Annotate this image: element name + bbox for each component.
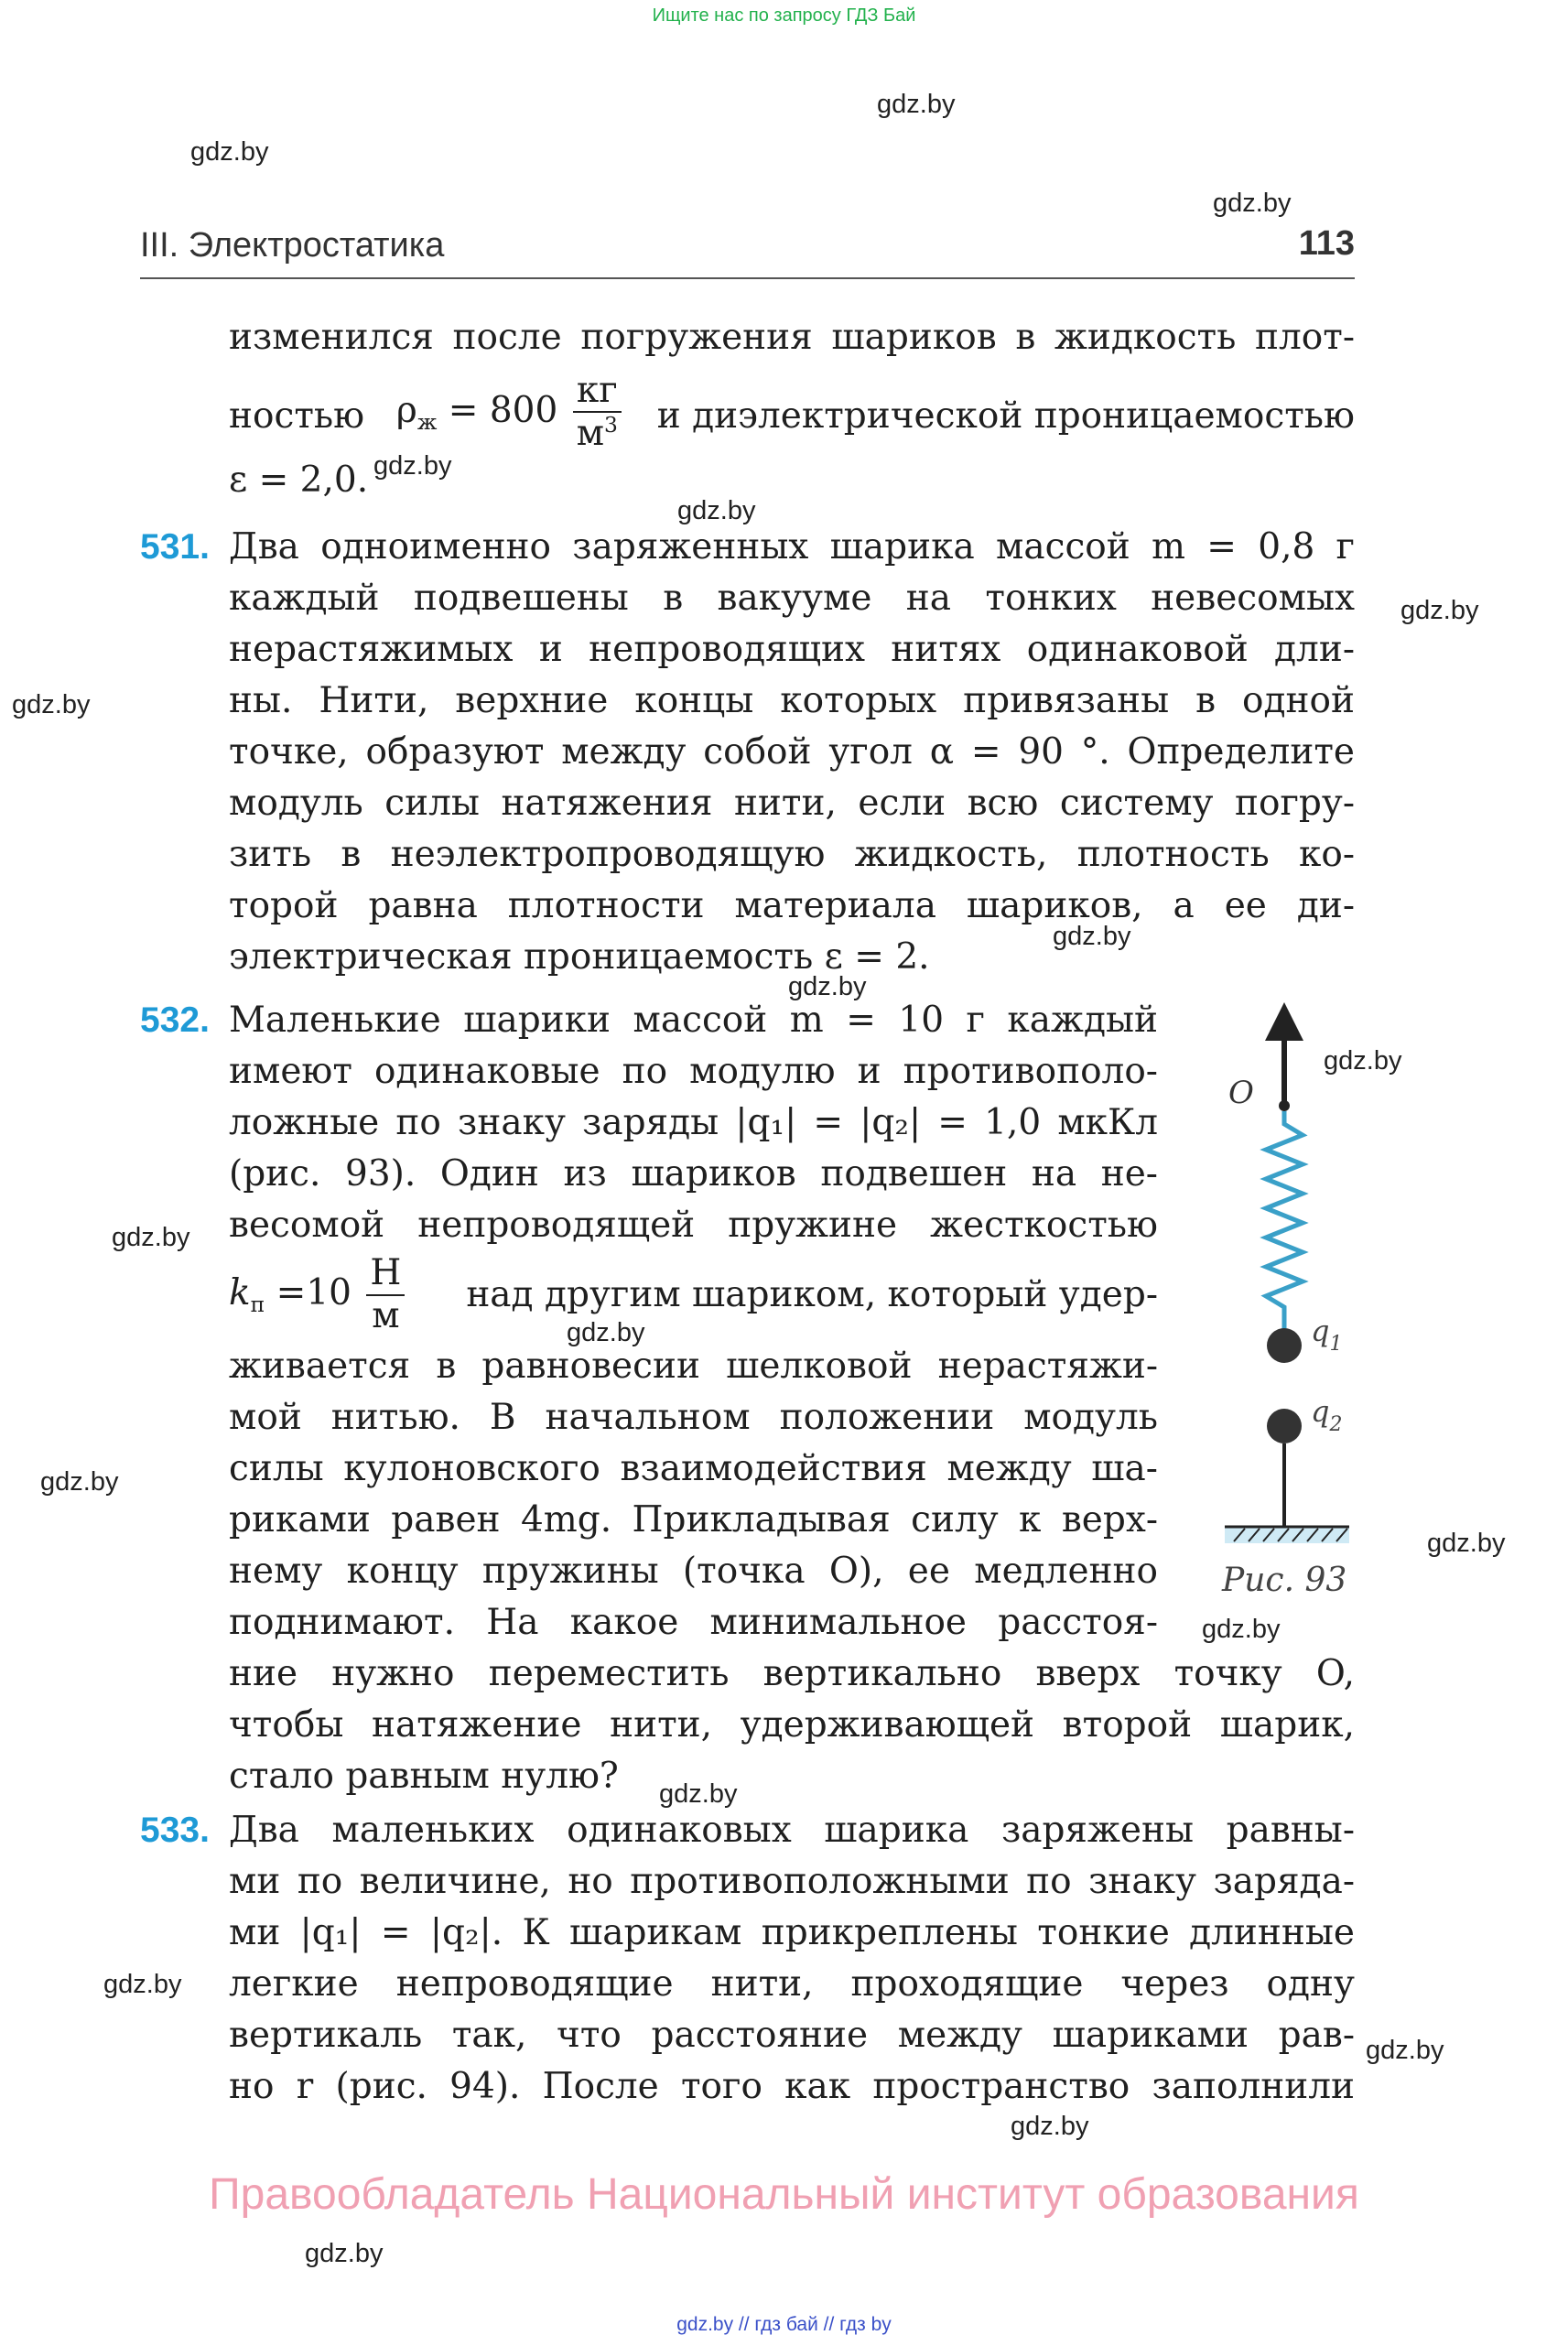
watermark: gdz.by xyxy=(1427,1529,1506,1558)
text-line: нему концу пружины (точка O), ее медленно xyxy=(229,1551,1158,1592)
text-line: ложные по знаку заряды |q₁| = |q₂| = 1,0 мкКл xyxy=(229,1102,1158,1143)
unit-denominator: м xyxy=(372,1295,400,1336)
k-symbol: k xyxy=(229,1272,251,1314)
text-line: легкие непроводящие нити, проходящие через одну xyxy=(229,1963,1355,2005)
text-line: ние нужно переместить вертикально вверх точку O, xyxy=(229,1653,1355,1694)
text-line: риками равен 4mg. Прикладывая силу к верх- xyxy=(229,1499,1158,1541)
figure-93 xyxy=(1190,998,1373,1565)
watermark: gdz.by xyxy=(1366,2036,1444,2065)
watermark: gdz.by xyxy=(112,1223,190,1252)
text-fragment: над другим шариком, который удер- xyxy=(466,1274,1158,1315)
stiffness-line xyxy=(229,1249,1158,1341)
unit-denominator: $м^3$ xyxy=(576,412,618,455)
watermark: gdz.by xyxy=(1213,189,1292,218)
rho-symbol: ρ xyxy=(395,389,417,431)
top-banner[interactable]: Ищите нас по запросу ГДЗ Бай xyxy=(652,5,916,26)
text-line: вертикаль так, что расстояние между шариками рав- xyxy=(229,2015,1355,2056)
text-fragment: и диэлектрической проницаемостью xyxy=(656,395,1355,437)
watermark: gdz.by xyxy=(1400,596,1479,625)
page-number: 113 xyxy=(1298,224,1355,263)
stiffness-unit xyxy=(366,1253,405,1337)
watermark: gdz.by xyxy=(40,1467,119,1497)
text-line: Два одноименно заряженных шарика массой m = 0,8 г xyxy=(229,526,1355,568)
text-line: торой равна плотности материала шариков, а ее ди- xyxy=(229,885,1355,926)
watermark: gdz.by xyxy=(788,972,867,1001)
point-o-label: O xyxy=(1228,1075,1254,1111)
watermark: gdz.by xyxy=(103,1970,182,1999)
q1-label: $q_1$ xyxy=(1311,1314,1343,1356)
density-line xyxy=(229,366,1355,467)
density-unit xyxy=(573,371,622,456)
figure-caption: Рис. 93 xyxy=(1222,1562,1347,1599)
text-line: ми по величине, но противоположными по знаку заряда- xyxy=(229,1861,1355,1902)
copyright-notice: Правообладатель Национальный институт образования xyxy=(209,2170,1359,2219)
ball-q2 xyxy=(1267,1409,1302,1443)
watermark: gdz.by xyxy=(659,1779,738,1809)
force-arrow-head xyxy=(1265,1002,1303,1041)
text-line: мой нитью. В начальном положении модуль xyxy=(229,1397,1158,1438)
k-subscript: п xyxy=(250,1292,265,1318)
text-line: поднимают. На какое минимальное расстоя- xyxy=(229,1602,1158,1643)
watermark: gdz.by xyxy=(190,137,269,167)
bottom-links[interactable]: gdz.by // гдз бай // гдз by xyxy=(676,2314,892,2335)
k-value: =10 xyxy=(276,1272,351,1314)
rho-value: = 800 xyxy=(448,389,558,431)
watermark: gdz.by xyxy=(677,496,756,525)
text-line: (рис. 93). Один из шариков подвешен на не- xyxy=(229,1153,1158,1195)
text-line: точке, образуют между собой угол α = 90 °. Определите xyxy=(229,731,1355,773)
text-line: изменился после погружения шариков в жидкость плот- xyxy=(229,317,1355,358)
watermark: gdz.by xyxy=(1011,2112,1089,2141)
unit-numerator: Н xyxy=(366,1253,405,1296)
watermark: gdz.by xyxy=(373,451,452,481)
text-line: живается в равновесии шелковой нерастяжи- xyxy=(229,1346,1158,1387)
text-line: чтобы натяжение нити, удерживающей второй шарик, xyxy=(229,1704,1355,1746)
text-line: зить в неэлектропроводящую жидкость, плотность ко- xyxy=(229,834,1355,875)
text-line: каждый подвешены в вакууме на тонких невесомых xyxy=(229,578,1355,619)
text-line: стало равным нулю? xyxy=(229,1756,619,1797)
text-fragment: ностью xyxy=(229,395,365,437)
text-line: Два маленьких одинаковых шарика заряжены равны- xyxy=(229,1810,1355,1851)
rho-subscript: ж xyxy=(416,409,438,436)
unit-numerator: кг xyxy=(573,371,622,414)
problem-number-531: 531. xyxy=(140,527,210,567)
q2-label: $q_2$ xyxy=(1311,1394,1343,1436)
header-divider xyxy=(140,277,1355,279)
section-title: III. Электростатика xyxy=(140,226,445,265)
text-line: ми |q₁| = |q₂|. К шарикам прикреплены тонкие длинные xyxy=(229,1912,1355,1953)
watermark: gdz.by xyxy=(877,90,956,119)
watermark: gdz.by xyxy=(1053,922,1131,951)
ball-q1 xyxy=(1267,1328,1302,1363)
stiffness-formula xyxy=(229,1253,408,1337)
watermark: gdz.by xyxy=(305,2239,384,2268)
problem-number-533: 533. xyxy=(140,1811,210,1850)
text-line: нерастяжимых и непроводящих нитях одинаковой дли- xyxy=(229,629,1355,670)
density-formula xyxy=(396,361,625,472)
text-line: ны. Нити, верхние концы которых привязаны в одной xyxy=(229,680,1355,721)
text-line: Маленькие шарики массой m = 10 г каждый xyxy=(229,1000,1158,1041)
text-line: электрическая проницаемость ε = 2. xyxy=(229,936,930,978)
problem-number-532: 532. xyxy=(140,1000,210,1040)
text-line: модуль силы натяжения нити, если всю систему погру- xyxy=(229,783,1355,824)
watermark: gdz.by xyxy=(12,690,91,719)
spring xyxy=(1266,1111,1303,1329)
text-line: имеют одинаковые по модулю и противополо- xyxy=(229,1051,1158,1092)
text-line: ε = 2,0. xyxy=(229,459,369,501)
watermark: gdz.by xyxy=(1324,1046,1402,1076)
text-line: силы кулоновского взаимодействия между ша- xyxy=(229,1448,1158,1489)
watermark: gdz.by xyxy=(567,1318,645,1347)
text-line: весомой непроводящей пружине жесткостью xyxy=(229,1205,1158,1246)
text-line: но r (рис. 94). После того как пространство заполнили xyxy=(229,2066,1355,2107)
watermark: gdz.by xyxy=(1202,1615,1281,1644)
point-o-dot xyxy=(1279,1100,1290,1111)
